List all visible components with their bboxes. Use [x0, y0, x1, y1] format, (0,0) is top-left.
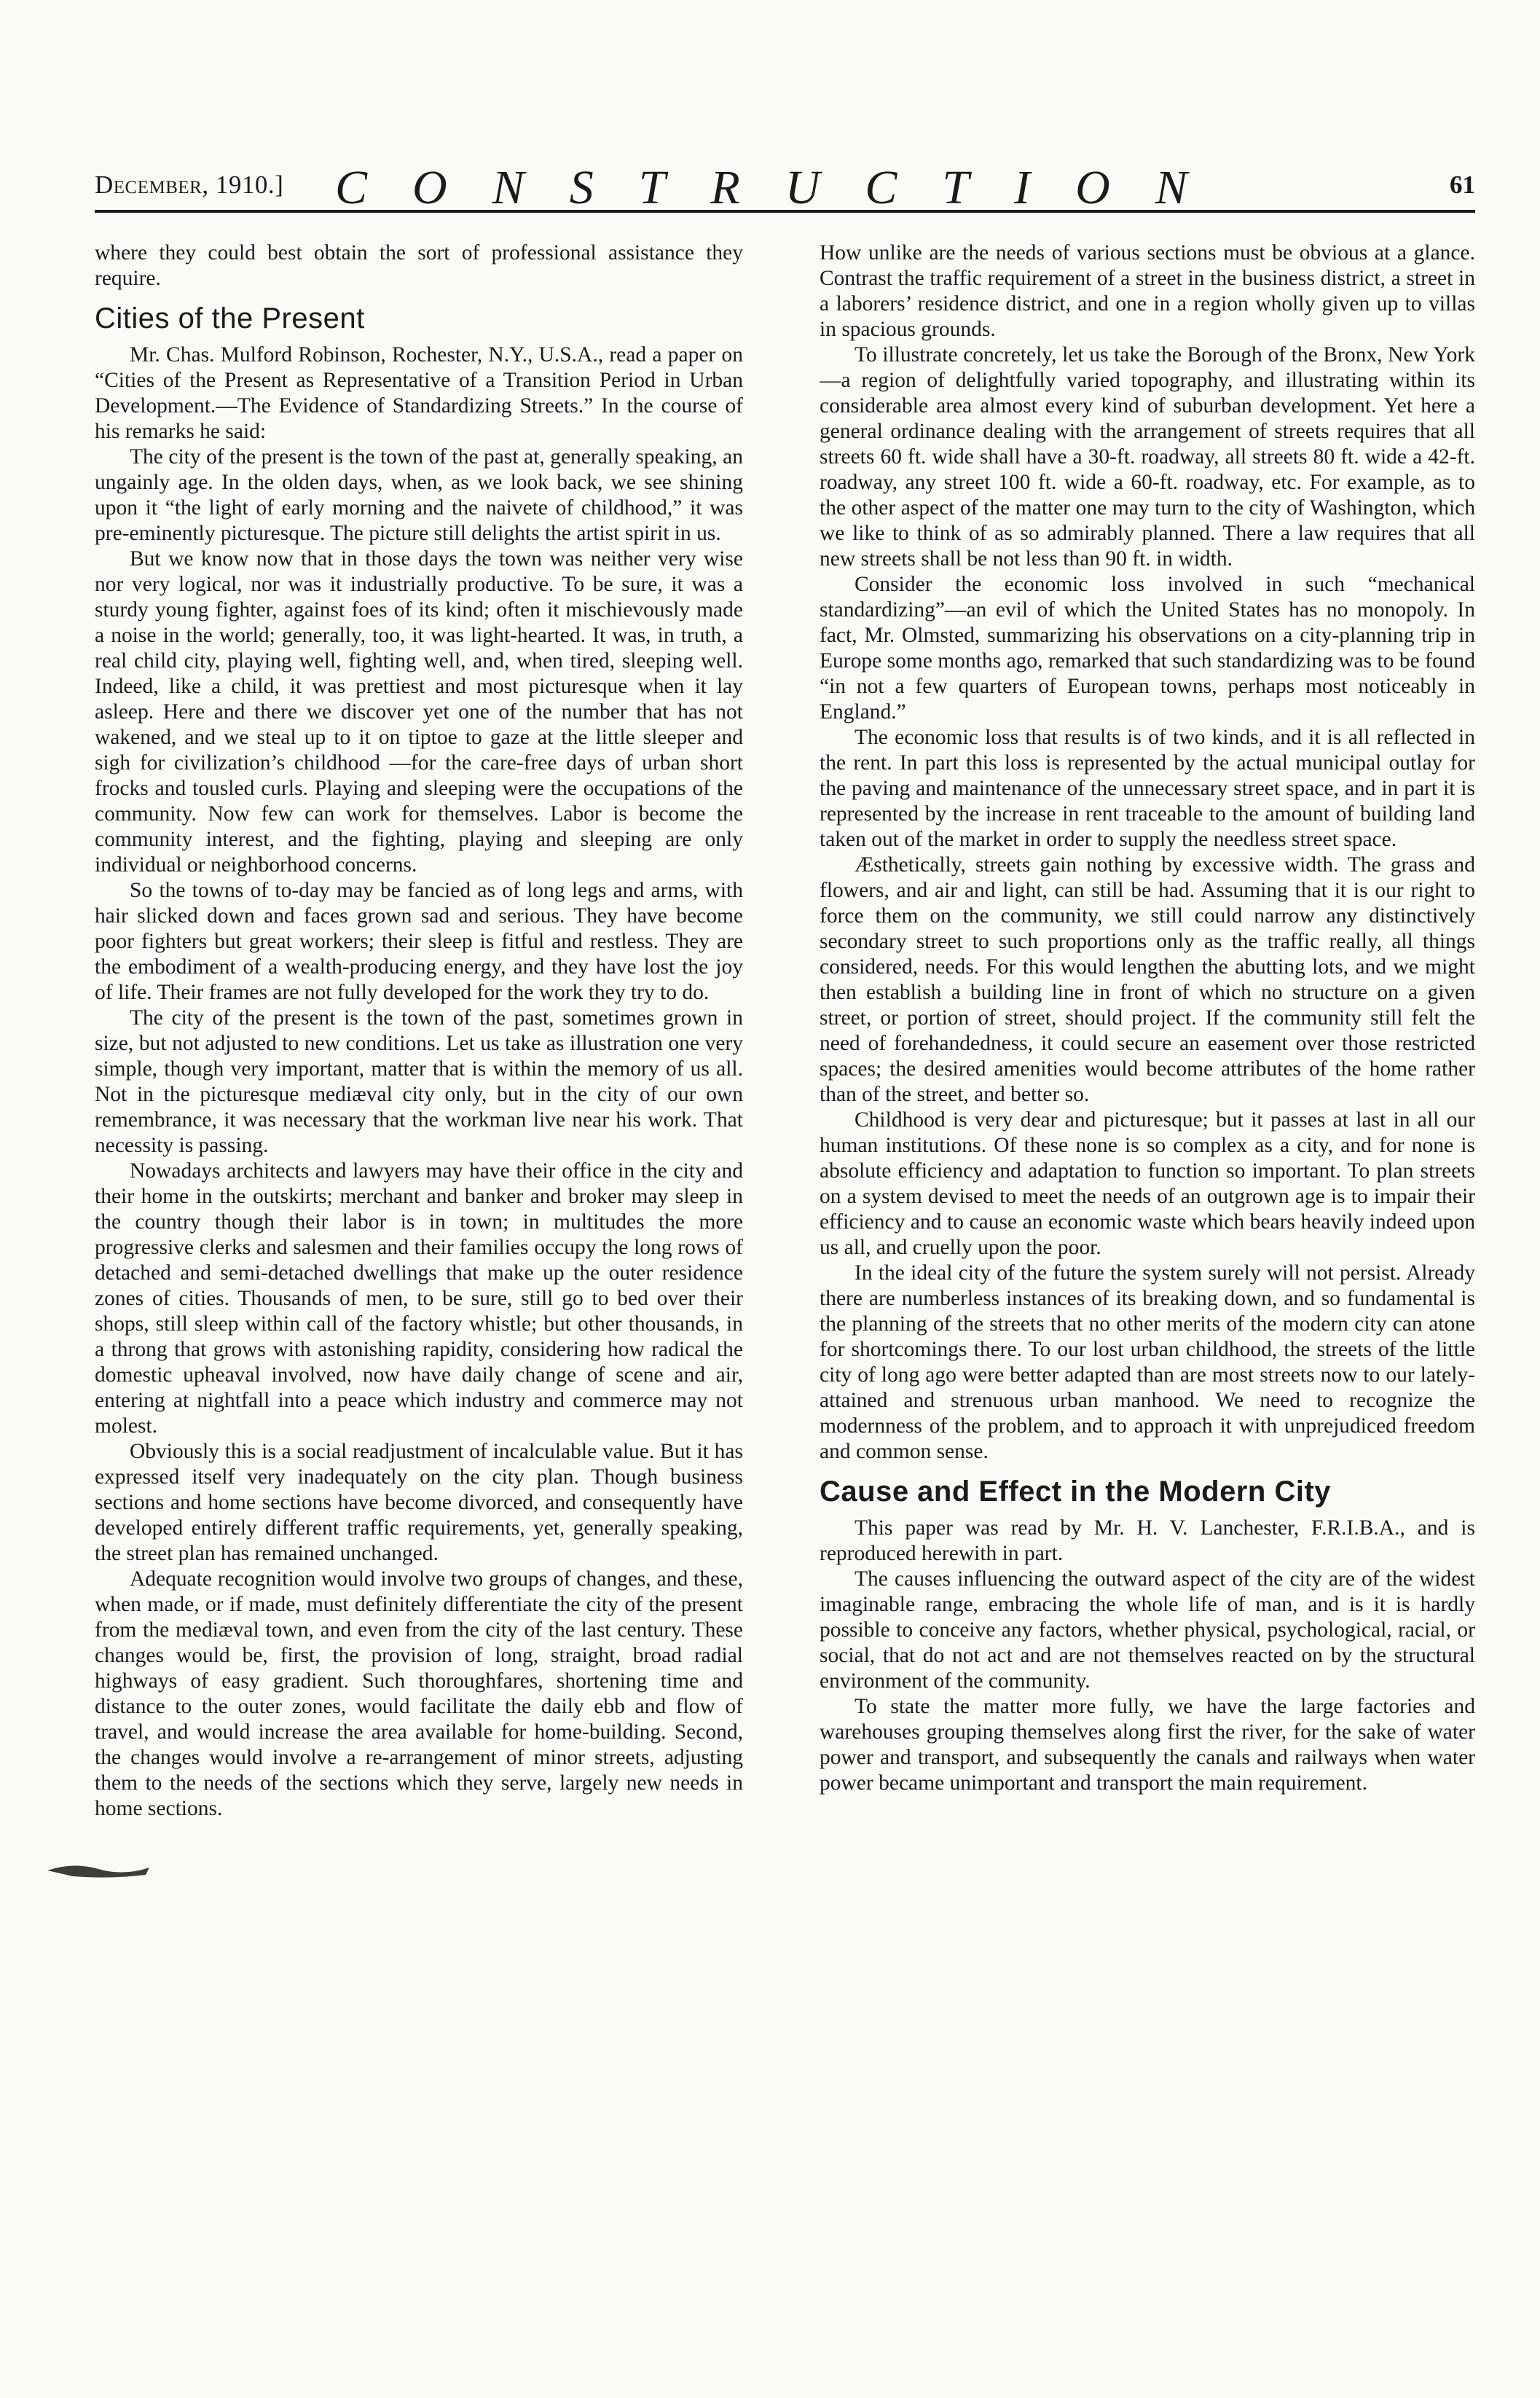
paragraph: But we know now that in those days the town was neither very wise nor very logical, nor was it industrially productive. To be sure, it was a sturdy young fighter, against foes of its kind; often it mischievously made a noise in the world; generally, too, it was light-hearted. It was, in truth, a real child city, playing well, fighting well, and, when tired, sleeping well. Indeed, like a child, it was prettiest and most picturesque when it lay asleep. Here and there we discover yet one of the number that has not wakened, and we steal up to it on tiptoe to gaze at the little sleeper and sigh for civilization’s childhood —for the care-free days of urban short frocks and tousled curls. Playing and sleeping were the occupations of the community. Now few can work for themselves. Labor is become the community interest, and the fighting, playing and sleeping are only individual or neighborhood concerns.: [95, 547, 743, 877]
paragraph: The causes influencing the outward aspect of the city are of the widest imaginable range, embracing the whole life of man, and is it is hardly possible to conceive any factors, whether physical, psychological, racial, or social, that do not act and are not themselves reacted on by the structural environment of the community.: [820, 1567, 1475, 1693]
paragraph: Consider the economic loss involved in such “mechanical standardizing”—an evil of which the United States has no monopoly. In fact, Mr. Olmsted, summarizing his observations on a city-planning trip in Europe some months ago, remarked that such standardizing was to be found “in not a few quarters of European towns, perhaps most noticeably in England.”: [820, 573, 1475, 724]
paragraph: This paper was read by Mr. H. V. Lanchester, F.R.I.B.A., and is reproduced herewith in part.: [820, 1516, 1475, 1565]
paragraph: Nowadays architects and lawyers may have their office in the city and their home in the outskirts; merchant and banker and broker may sleep in the country though their labor is in town; in multitudes the more progressive clerks and salesmen and their families occupy the long rows of detached and semi-detached dwellings that make up the outer residence zones of cities. Thousands of men, to be sure, still go to bed over their shops, still sleep within call of the factory whistle; but other thousands, in a throng that grows with astonishing rapidity, considering how radical the domestic upheaval involved, now have daily change of scene and air, entering at nightfall into a peace which industry and commerce may not molest.: [95, 1159, 743, 1438]
paragraph: How unlike are the needs of various sections must be obvious at a glance. Contrast the traffic requirement of a street in the business district, a street in a laborers’ residence district, and one in a region wholly given up to villas in spacious grounds.: [820, 241, 1475, 341]
paragraph: So the towns of to-day may be fancied as of long legs and arms, with hair slicked down and faces grown sad and serious. They have become poor fighters but great workers; their sleep is fitful and restless. They are the embodiment of a wealth-producing energy, and they have lost the joy of life. Their frames are not fully developed for the work they try to do.: [95, 879, 743, 1004]
paragraph: Childhood is very dear and picturesque; but it passes at last in all our human institutions. Of these none is so complex as a city, and for none is absolute efficiency and adaptation to function so important. To plan streets on a system devised to meet the needs of an outgrown age is to impair their efficiency and to cause an economic waste which bears heavily indeed upon us all, and cruelly upon the poor.: [820, 1108, 1475, 1259]
paragraph: The city of the present is the town of the past, sometimes grown in size, but not adjusted to new conditions. Let us take as illustration one very simple, though very important, matter that is within the memory of us all. Not in the picturesque mediæval city only, but in the city of our own remembrance, it was necessary that the workman live near his work. That necessity is passing.: [95, 1006, 743, 1157]
section-heading-cities-of-the-present: Cities of the Present: [95, 302, 365, 334]
page-header: [95, 161, 1475, 214]
paragraph: To illustrate concretely, let us take the Borough of the Bronx, New York—a region of delightfully varied topography, and illustrating within its considerable area almost every kind of suburban development. Yet here a general ordinance dealing with the arrangement of streets requires that all streets 60 ft. wide shall have a 30-ft. roadway, all streets 80 ft. wide a 42-ft. roadway, any street 100 ft. wide a 60-ft. roadway, etc. For example, as to the other aspect of the matter one may turn to the city of Washington, which we like to think of as so admirably planned. There a law requires that all new streets shall be not less than 90 ft. in width.: [820, 343, 1475, 571]
issue-date: December, 1910.]: [95, 171, 284, 199]
right-column: [820, 240, 1475, 2339]
section-heading-cause-and-effect: Cause and Effect in the Modern City: [820, 1476, 1332, 1508]
page-number: 61: [1450, 171, 1475, 199]
ink-smudge-mark: [44, 1854, 153, 1884]
paragraph: In the ideal city of the future the system surely will not persist. Already there are numberless instances of its breaking down, and so fundamental is the planning of the streets that no other merits of the modern city can atone for shortcomings there. To our lost urban childhood, the streets of the little city of long ago were better adapted than are most streets now to our lately-attained and strenuous urban manhood. We need to recognize the modernness of the problem, and to approach it with unprejudiced freedom and common sense.: [820, 1261, 1475, 1463]
paragraph: Æsthetically, streets gain nothing by excessive width. The grass and flowers, and air and light, can still be had. Assuming that it is our right to force them on the community, we still could narrow any distinctively secondary street to such proportions only as the traffic really, all things considered, needs. For this would lengthen the abutting lots, and we might then establish a building line in front of which no structure on a given street, or portion of street, should project. If the community still felt the need of forehandedness, it could secure an easement over those restricted spaces; the desired amenities would become attributes of the home rather than of the street, and better so.: [820, 853, 1475, 1106]
paragraph: Mr. Chas. Mulford Robinson, Rochester, N.Y., U.S.A., read a paper on “Cities of the Present as Representative of a Transition Period in Urban Development.—The Evidence of Standardizing Streets.” In the course of his remarks he said:: [95, 343, 743, 443]
paragraph: The economic loss that results is of two kinds, and it is all reflected in the rent. In part this loss is represented by the actual municipal outlay for the paving and maintenance of the unnecessary street space, and in part it is represented by the increase in rent traceable to the amount of building land taken out of the market in order to supply the needless street space.: [820, 726, 1475, 851]
paragraph: Obviously this is a social readjustment of incalculable value. But it has expressed itself very inadequately on the city plan. Though business sections and home sections have become divorced, and consequently have developed entirely different traffic requirements, yet, generally speaking, the street plan has remained unchanged.: [95, 1440, 743, 1565]
magazine-title: CONSTRUCTION: [335, 161, 1233, 214]
paragraph: The city of the present is the town of the past at, generally speaking, an ungainly age. In the olden days, when, as we look back, we see shining upon it “the light of early morning and the naivete of childhood,” it was pre-eminently picturesque. The picture still delights the artist spirit in us.: [95, 445, 743, 545]
paragraph: Adequate recognition would involve two groups of changes, and these, when made, or if made, must definitely differentiate the city of the present from the mediæval town, and even from the city of the last century. These changes would be, first, the provision of long, straight, broad radial highways of easy gradient. Such thoroughfares, shortening time and distance to the outer zones, would facilitate the daily ebb and flow of travel, and would increase the area available for home-building. Second, the changes would involve a re-arrangement of minor streets, adjusting them to the needs of the sections which they serve, largely new needs in home sections.: [95, 1567, 743, 1820]
left-column: [95, 240, 743, 2339]
paragraph: To state the matter more fully, we have the large factories and warehouses grouping themselves along first the river, for the sake of water power and transport, and subsequently the canals and railways when water power became unimportant and transport the main requirement.: [820, 1695, 1475, 1795]
continuation-paragraph: where they could best obtain the sort of professional assistance they require.: [95, 241, 743, 290]
